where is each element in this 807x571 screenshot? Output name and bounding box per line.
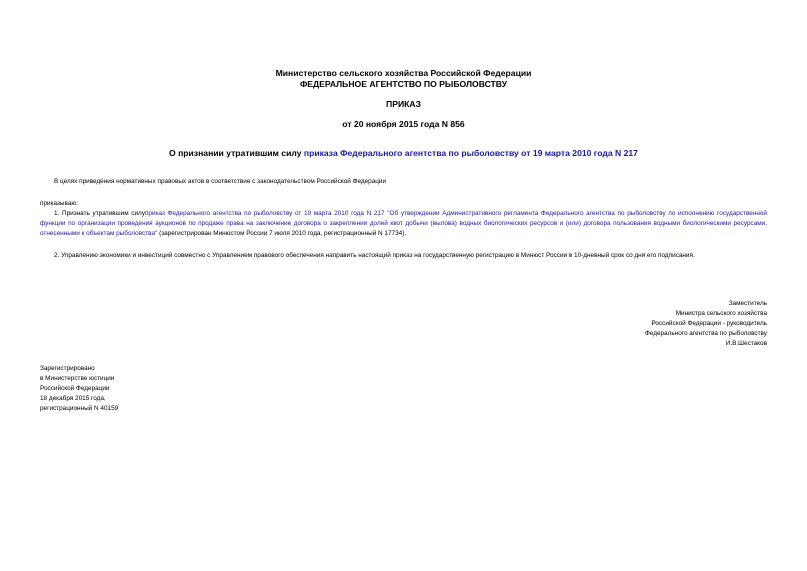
signature-block	[507, 299, 767, 349]
title-prefix: О признании утратившим силу	[169, 148, 304, 158]
item-1-paragraph	[40, 209, 767, 239]
signature-line: Министра сельского хозяйства	[675, 310, 767, 317]
item-1-link[interactable]: приказ Федерального агентства по рыболовству от 19 марта 2010 года N 217 "Об утверждении Административного регламента Федерального агентства по рыболовству по исполнению государственной функции по организации проведения аукционов по продаже права на заключение договора о закреплении долей квот добычи (вылова) водных биологических ресурсов и (или) договора пользования водными биологическими ресурсами, отнесенными к объектам рыболовства"	[40, 210, 768, 237]
order-word: приказываю:	[40, 200, 78, 207]
signatory-name: И.В.Шестаков	[725, 340, 767, 347]
signature-line: Российской Федерации - руководитель	[651, 320, 767, 327]
signature-line: Федерального агентства по рыболовству	[644, 330, 767, 337]
registration-line: Зарегистрировано	[40, 365, 95, 372]
registration-line: 18 декабря 2015 года,	[40, 395, 106, 402]
title-link[interactable]: приказа Федерального агентства по рыболовству от 19 марта 2010 года N 217	[303, 148, 638, 158]
ministry-name: Министерство сельского хозяйства Российской Федерации	[275, 68, 532, 78]
registration-block	[40, 364, 240, 414]
document-title	[40, 148, 767, 159]
document-type: ПРИКАЗ	[386, 99, 421, 109]
document-date-number: от 20 ноября 2015 года N 856	[342, 119, 465, 129]
agency-name: ФЕДЕРАЛЬНОЕ АГЕНТСТВО ПО РЫБОЛОВСТВУ	[299, 79, 508, 89]
item-2-paragraph: 2. Управлению экономики и инвестиций совместно с Управлением правового обеспечения направить настоящий приказ на государственную регистрацию в Минюст России в 10-дневный срок со дня его подписания.	[54, 252, 695, 259]
registration-line: в Министерстве юстиции	[40, 375, 115, 382]
item-1-suffix: (зарегистрирован Минюстом России 7 июля 2010 года, регистрационный N 17734).	[157, 230, 407, 237]
registration-line: регистрационный N 40159	[40, 405, 119, 412]
registration-line: Российской Федерации	[40, 385, 110, 392]
signature-line: Заместитель	[728, 300, 767, 307]
intro-paragraph: В целях приведения нормативных правовых актов в соответствие с законодательством Российской Федерации	[54, 178, 387, 185]
item-1-prefix: 1. Признать утратившим силу	[54, 210, 145, 217]
